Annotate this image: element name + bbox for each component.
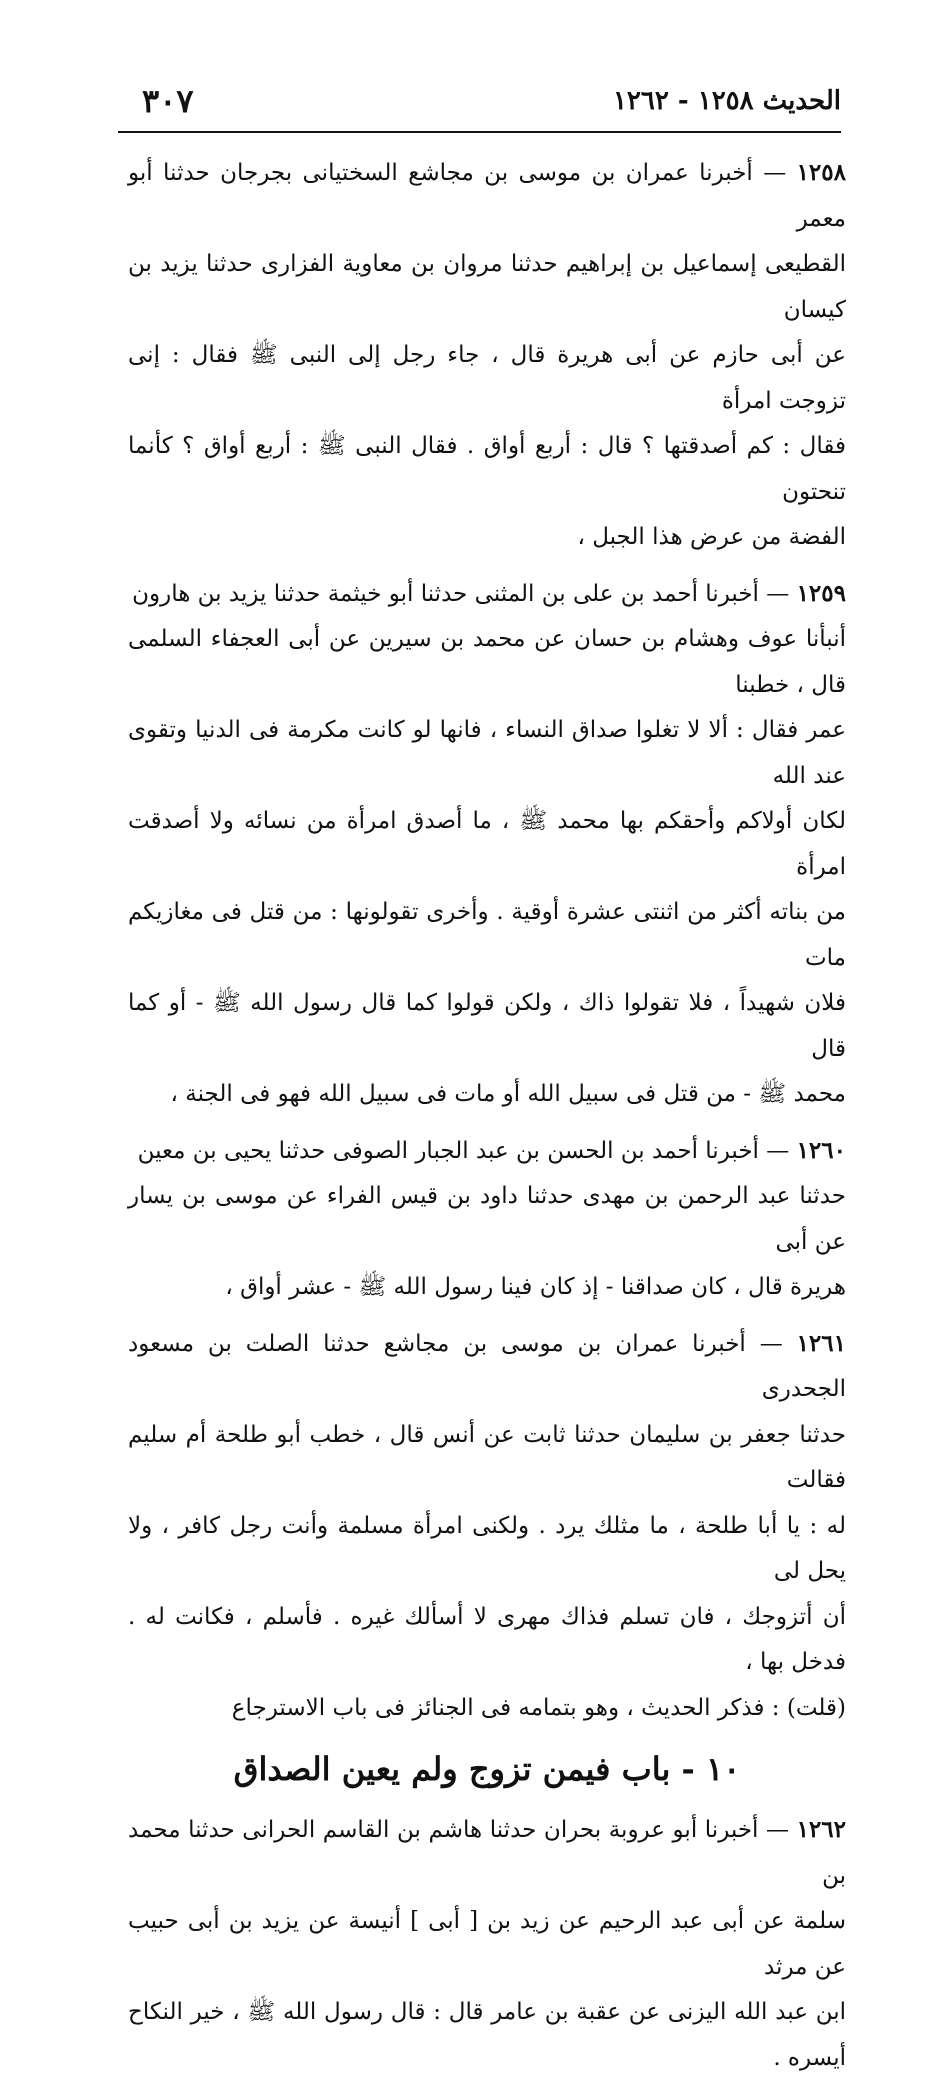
page-body	[128, 150, 846, 2091]
hadith-number: ١٢٥٨	[796, 159, 846, 186]
hadith-1259: ١٢٥٩ — أخبرنا أحمد بن على بن المثنى حدثنا أبو خيثمة حدثنا يزيد بن هارون أنبأنا عوف وهشام بن حسان عن محمد بن سيرين عن أبى العجفاء السلمى قال ، خطبنا عمر فقال : ألا لا تغلوا صداق النساء ، فانها لو كانت مكرمة فى الدنيا وتقوى عند الله لكان أولاكم وأحقكم بها محمد ﷺ ، ما أصدق امرأة من نسائه ولا أصدقت امرأة من بناته أكثر من اثنتى عشرة أوقية . وأخرى تقولونها : من قتل فى مغازيكم مات فلان شهيداً ، فلا تقولوا ذاك ، ولكن قولوا كما قال رسول الله ﷺ - أو كما قال محمد ﷺ - من قتل فى سبيل الله أو مات فى سبيل الله فهو فى الجنة ،	[128, 579, 846, 1107]
hadith-1260: ١٢٦٠ — أخبرنا أحمد بن الحسن بن عبد الجبار الصوفى حدثنا يحيى بن معين حدثنا عبد الرحمن بن مهدى حدثنا داود بن قيس الفراء عن موسى بن يسار عن أبى هريرة قال ، كان صداقنا - إذ كان فينا رسول الله ﷺ - عشر أواق ،	[128, 1136, 846, 1300]
running-title: الحديث ١٢٥٨ - ١٢٦٢	[612, 86, 841, 116]
hadith-number: ١٢٦١	[796, 1329, 846, 1357]
hadith-number: ١٢٦٠	[796, 1136, 846, 1164]
hadith-text: أخبرنا أبو عروبة بحران حدثنا هاشم بن القاسم الحرانى حدثنا محمد بن سلمة عن أبى عبد الرحيم عن زيد بن [ أبى ] أنيسة عن يزيد بن أبى حبيب عن مرثد ابن عبد الله اليزنى عن عقبة بن عامر قال : قال رسول الله ﷺ ، خير النكاح أيسره .	[128, 1817, 846, 2071]
hadith-1261: ١٢٦١ — أخبرنا عمران بن موسى بن مجاشع حدثنا الصلت بن مسعود الجحدرى حدثنا جعفر بن سليمان حدثنا ثابت عن أنس قال ، خطب أبو طلحة أم سليم فقالت له : يا أبا طلحة ، ما مثلك يرد . ولكنى امرأة مسلمة وأنت رجل كافر ، ولا يحل لى أن أتزوجك ، فان تسلم فذاك مهرى لا أسألك غيره . فأسلم ، فكانت له . فدخل بها ، (قلت) : فذكر الحديث ، وهو بتمامه فى الجنائز فى باب الاسترجاع	[128, 1329, 846, 1721]
hadith-text: أخبرنا أحمد بن على بن المثنى حدثنا أبو خيثمة حدثنا يزيد بن هارون أنبأنا عوف وهشام بن حسان عن محمد بن سيرين عن أبى العجفاء السلمى قال ، خطبنا عمر فقال : ألا لا تغلوا صداق النساء ، فانها لو كانت مكرمة فى الدنيا وتقوى عند الله لكان أولاكم وأحقكم بها محمد ﷺ ، ما أصدق امرأة من نسائه ولا أصدقت امرأة من بناته أكثر من اثنتى عشرة أوقية . وأخرى تقولونها : من قتل فى مغازيكم مات فلان شهيداً ، فلا تقولوا ذاك ، ولكن قولوا كما قال رسول الله ﷺ - أو كما قال محمد ﷺ - من قتل فى سبيل الله أو مات فى سبيل الله فهو فى الجنة ،	[128, 580, 846, 1107]
hadith-number: ١٢٦٢	[796, 1816, 846, 1843]
hadith-1262: ١٢٦٢ — أخبرنا أبو عروبة بحران حدثنا هاشم بن القاسم الحرانى حدثنا محمد بن سلمة عن أبى عبد الرحيم عن زيد بن [ أبى ] أنيسة عن يزيد بن أبى حبيب عن مرثد ابن عبد الله اليزنى عن عقبة بن عامر قال : قال رسول الله ﷺ ، خير النكاح أيسره .	[128, 1816, 846, 2071]
header-rule	[118, 131, 841, 133]
chapter-heading: ١٠ - باب فيمن تزوج ولم يعين الصداق	[233, 1750, 741, 1788]
hadith-text: أخبرنا أحمد بن الحسن بن عبد الجبار الصوفى حدثنا يحيى بن معين حدثنا عبد الرحمن بن مهدى حدثنا داود بن قيس الفراء عن موسى بن يسار عن أبى هريرة قال ، كان صداقنا - إذ كان فينا رسول الله ﷺ - عشر أواق ،	[128, 1137, 846, 1300]
hadith-text: أخبرنا عمران بن موسى بن مجاشع السختيانى بجرجان حدثنا أبو معمر القطيعى إسماعيل بن إبراهيم حدثنا مروان بن معاوية الفزارى حدثنا يزيد بن كيسان عن أبى حازم عن أبى هريرة قال ، جاء رجل إلى النبى ﷺ فقال : إنى تزوجت امرأة فقال : كم أصدقتها ؟ قال : أربع أواق . فقال النبى ﷺ : أربع أواق ؟ كأنما تنحتون الفضة من عرض هذا الجبل ،	[128, 160, 846, 550]
page-header	[118, 78, 841, 128]
page-number: ٣٠٧	[142, 82, 194, 120]
hadith-1258: ١٢٥٨ — أخبرنا عمران بن موسى بن مجاشع السختيانى بجرجان حدثنا أبو معمر القطيعى إسماعيل بن إبراهيم حدثنا مروان بن معاوية الفزارى حدثنا يزيد بن كيسان عن أبى حازم عن أبى هريرة قال ، جاء رجل إلى النبى ﷺ فقال : إنى تزوجت امرأة فقال : كم أصدقتها ؟ قال : أربع أواق . فقال النبى ﷺ : أربع أواق ؟ كأنما تنحتون الفضة من عرض هذا الجبل ،	[128, 159, 846, 550]
hadith-text: أخبرنا عمران بن موسى بن مجاشع حدثنا الصلت بن مسعود الجحدرى حدثنا جعفر بن سليمان حدثنا ثابت عن أنس قال ، خطب أبو طلحة أم سليم فقالت له : يا أبا طلحة ، ما مثلك يرد . ولكنى امرأة مسلمة وأنت رجل كافر ، ولا يحل لى أن أتزوجك ، فان تسلم فذاك مهرى لا أسألك غيره . فأسلم ، فكانت له . فدخل بها ، (قلت) : فذكر الحديث ، وهو بتمامه فى الجنائز فى باب الاسترجاع	[128, 1330, 846, 1721]
hadith-number: ١٢٥٩	[796, 579, 846, 607]
